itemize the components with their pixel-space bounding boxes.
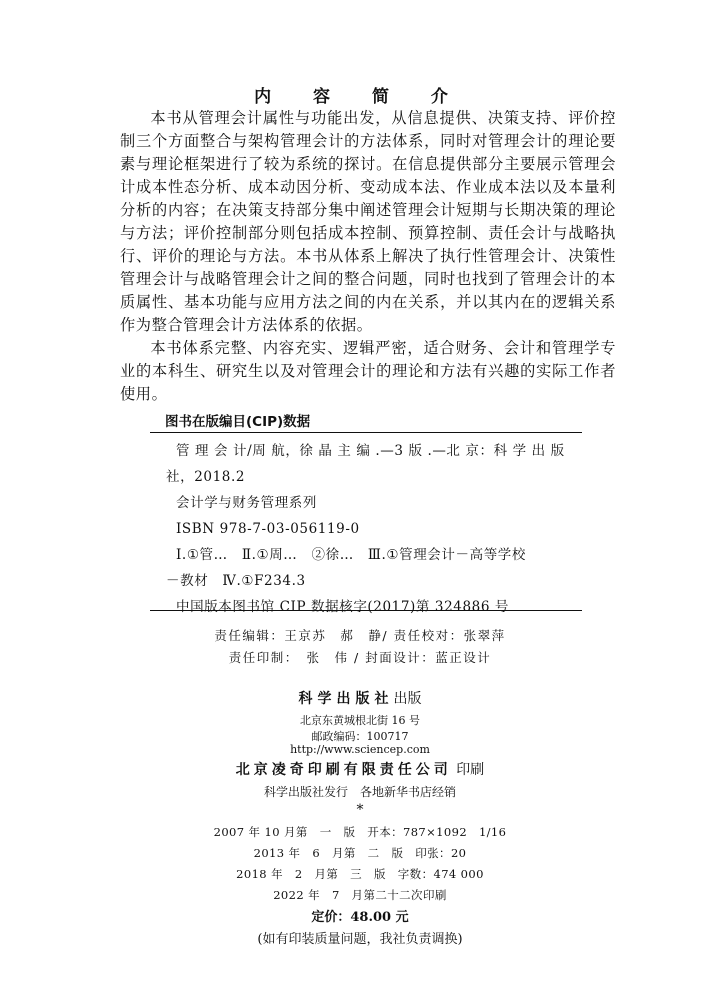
printer-suffix: 印刷 [456, 762, 485, 778]
cip-line: ISBN 978-7-03-056119-0 [176, 521, 360, 537]
cip-line: 管 理 会 计/周 航，徐 晶 主 编 .—3 版 .—北 京：科 学 出 版 [176, 443, 565, 459]
summary-paragraph: 本书从管理会计属性与功能出发，从信息提供、决策支持、评价控制三个方面整合与架构管理会计的方法体系，同时对管理会计的理论要素与理论框架进行了较为系统的探讨。在信息提供部分主要展示管理会计成本性态分析、成本动因分析、变动成本法、作业成本法以及本量利分析的内容；在决策支持部分集中阐述管理会计短期与长期决策的理论与方法；评价控制部分则包括成本控制、预算控制、责任会计与战略执行、评价的理论与方法。本书从体系上解决了执行性管理会计、决策性管理会计与战略管理会计之间的整合问题，同时也找到了管理会计的本质属性、基本功能与应用方法之间的内在关系，并以其内在的逻辑关系作为整合管理会计方法体系的依据。 [120, 109, 616, 334]
publisher-postcode: 邮政编码：100717 [311, 730, 409, 743]
publisher-line [0, 688, 720, 708]
cip-line: 会计学与财务管理系列 [176, 495, 317, 511]
cip-line: －教材 Ⅳ.①F234.3 [166, 573, 306, 589]
printer-line [0, 759, 720, 779]
publisher-suffix: 出版 [393, 691, 422, 707]
printer-name: 北京凌奇印刷有限责任公司 [235, 762, 452, 778]
cip-heading: 图书在版编目(CIP)数据 [165, 414, 311, 430]
edition-line: 2022 年 7 月第二十二次印刷 [273, 888, 447, 902]
cip-line: 中国版本图书馆 CIP 数据核字(2017)第 324886 号 [176, 599, 510, 615]
edition-line: 2018 年 2 月第 三 版 字数：474 000 [236, 867, 484, 881]
summary-title: 内 容 简 介 [254, 87, 466, 107]
cip-block [166, 438, 576, 620]
publisher-url: http://www.sciencep.com [290, 743, 430, 756]
divider [150, 432, 582, 433]
edition-line: 2007 年 10 月第 一 版 开本：787×1092 1/16 [213, 825, 507, 839]
edition-line: 2013 年 6 月第 二 版 印张：20 [253, 846, 467, 860]
staff-line: 责任编辑：王京苏 郝 静/ 责任校对：张翠萍 [214, 628, 506, 643]
price: 定价：48.00 元 [311, 910, 409, 925]
distribution-line: 科学出版社发行 各地新华书店经销 [263, 785, 456, 799]
summary-paragraph: 本书体系完整、内容充实、逻辑严密，适合财务、会计和管理学专业的本科生、研究生以及对管理会计的理论和方法有兴趣的实际工作者使用。 [120, 339, 616, 403]
publisher-name: 科学出版社 [298, 691, 394, 707]
cip-line: 社，2018.2 [166, 469, 246, 485]
separator-star: * [356, 802, 364, 818]
publisher-address: 北京东黄城根北街 16 号 [300, 714, 420, 727]
cip-line: Ⅰ.①管… Ⅱ.①周… ②徐… Ⅲ.①管理会计－高等学校 [176, 547, 527, 563]
divider [150, 610, 582, 611]
quality-note: (如有印装质量问题，我社负责调换) [257, 932, 463, 947]
summary-body [120, 107, 616, 406]
staff-line: 责任印制： 张 伟 / 封面设计：蓝正设计 [228, 650, 492, 665]
